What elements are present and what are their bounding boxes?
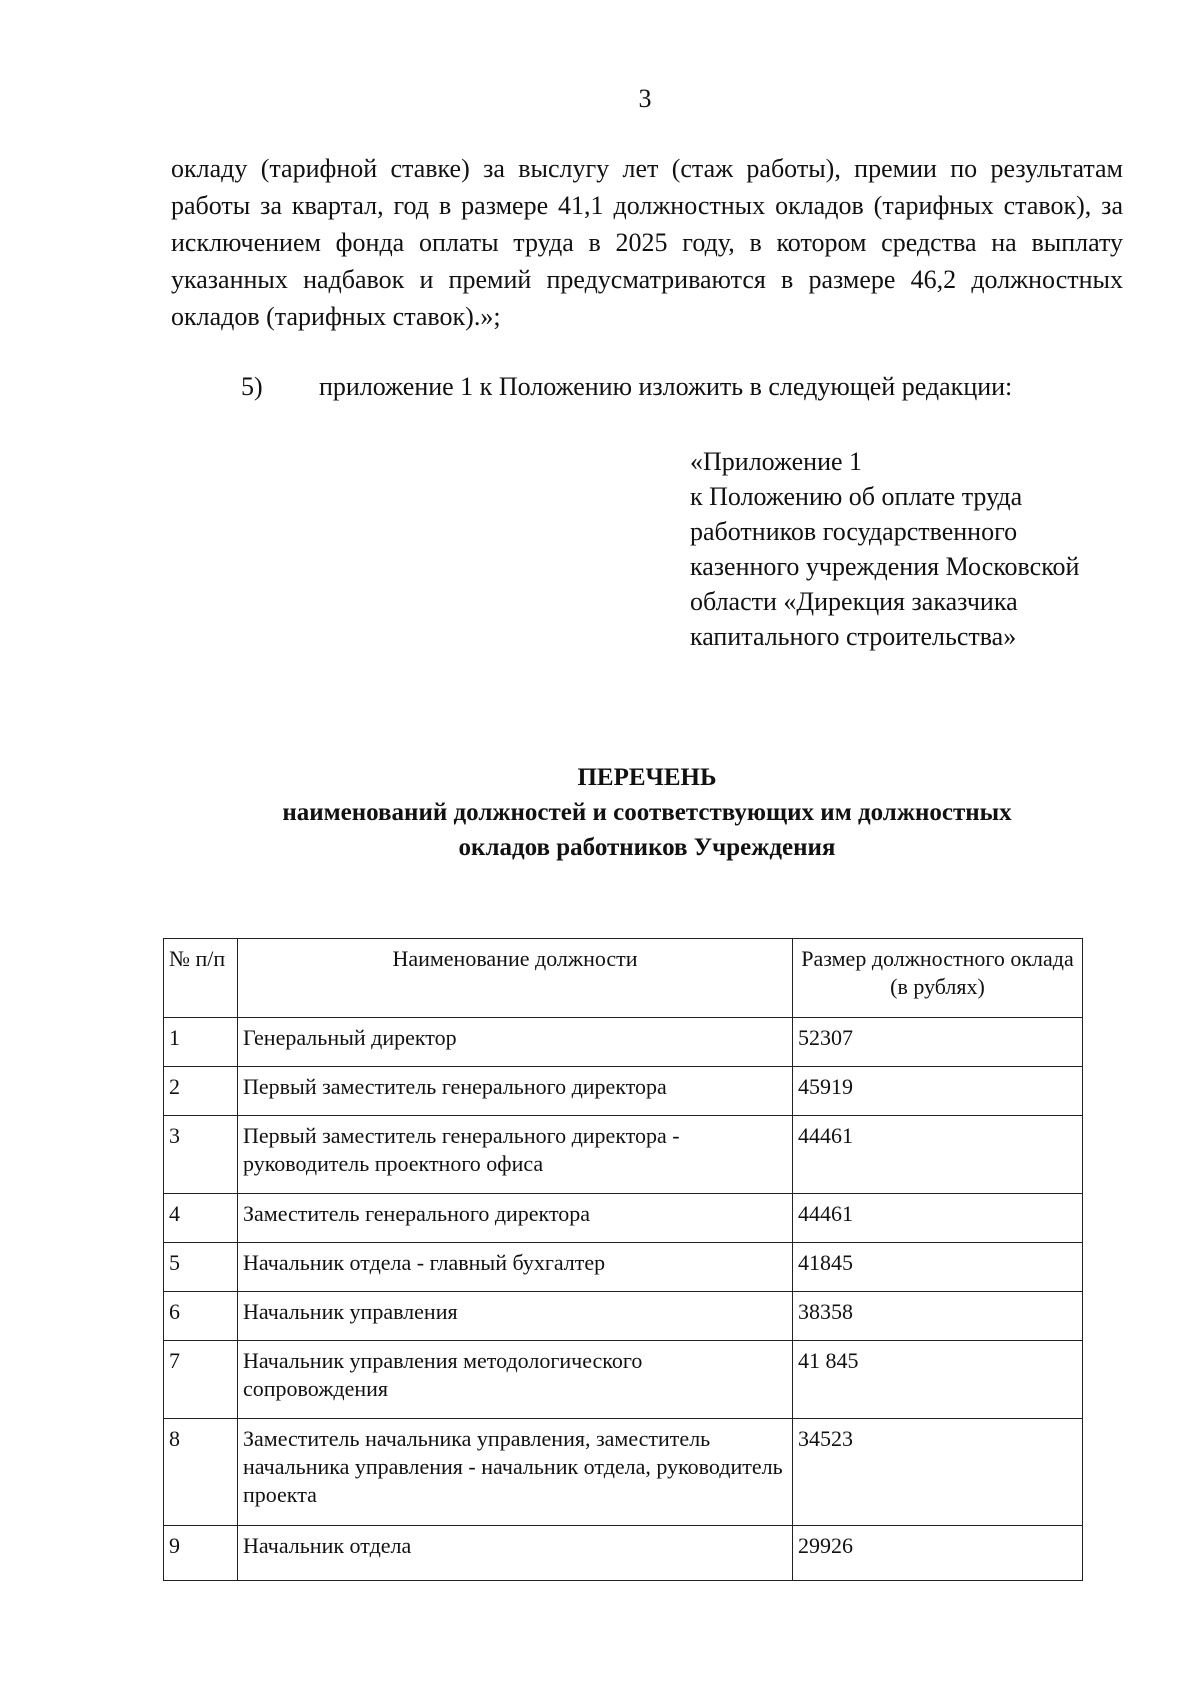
row-number: 2	[164, 1067, 238, 1116]
table-row	[164, 1194, 1083, 1243]
appendix-line: области «Дирекция заказчика	[690, 587, 1018, 616]
header-position: Наименование должности	[238, 939, 793, 1018]
position-name: Первый заместитель генерального директора	[238, 1067, 793, 1116]
row-number: 9	[164, 1526, 238, 1581]
position-name: Начальник управления методологического сопровождения	[238, 1341, 793, 1419]
salary-value: 34523	[793, 1419, 1083, 1526]
position-name: Заместитель генерального директора	[238, 1194, 793, 1243]
row-number: 3	[164, 1116, 238, 1194]
paragraph-text: окладу (тарифной ставке) за выслугу лет (стаж работы), премии по результатам работы за квартал, год в размере 41,1 должностных окладов (тарифных ставок), за исключением фонда оплаты труда в 2025 году, в котором средства на выплату указанных надбавок и премий предусматриваются в размере 46,2 должностных окладов (тарифных ставок).»;	[171, 154, 1123, 331]
appendix-line: казенного учреждения Московской	[690, 552, 1080, 581]
item-number: 5)	[241, 372, 263, 401]
appendix-line: капитального строительства»	[690, 622, 1017, 651]
salary-value: 41845	[793, 1243, 1083, 1292]
table-row	[164, 1067, 1083, 1116]
title-line: окладов работников Учреждения	[458, 834, 836, 861]
position-name: Начальник отдела - главный бухгалтер	[238, 1243, 793, 1292]
salary-value: 44461	[793, 1194, 1083, 1243]
position-name: Первый заместитель генерального директора - руководитель проектного офиса	[238, 1116, 793, 1194]
row-number: 4	[164, 1194, 238, 1243]
table-row	[164, 1526, 1083, 1581]
salary-value: 45919	[793, 1067, 1083, 1116]
row-number: 6	[164, 1292, 238, 1341]
salary-table	[163, 938, 1083, 1581]
title-line: наименований должностей и соответствующих им должностных	[282, 799, 1012, 826]
row-number: 1	[164, 1018, 238, 1067]
table-row	[164, 1116, 1083, 1194]
item-text: приложение 1 к Положению изложить в следующей редакции:	[319, 372, 1013, 401]
table-row	[164, 1018, 1083, 1067]
position-name: Начальник отдела	[238, 1526, 793, 1581]
appendix-line: «Приложение 1	[690, 447, 863, 476]
salary-value: 38358	[793, 1292, 1083, 1341]
row-number: 8	[164, 1419, 238, 1526]
salary-value: 29926	[793, 1526, 1083, 1581]
document-title	[171, 760, 1123, 865]
position-name: Генеральный директор	[238, 1018, 793, 1067]
page-number: 3	[638, 84, 652, 113]
salary-value: 41 845	[793, 1341, 1083, 1419]
salary-value: 52307	[793, 1018, 1083, 1067]
position-name: Заместитель начальника управления, заместитель начальника управления - начальник отдела, руководитель проекта	[238, 1419, 793, 1526]
appendix-line: к Положению об оплате труда	[690, 482, 1023, 511]
header-salary: Размер должностного оклада (в рублях)	[793, 939, 1083, 1018]
table-header-row	[164, 939, 1083, 1018]
table-row	[164, 1419, 1083, 1526]
table-row	[164, 1243, 1083, 1292]
list-item-5	[241, 372, 1013, 402]
title-line: ПЕРЕЧЕНЬ	[577, 764, 717, 791]
body-paragraph	[171, 150, 1123, 335]
position-name: Начальник управления	[238, 1292, 793, 1341]
appendix-reference	[690, 444, 1079, 654]
appendix-line: работников государственного	[690, 517, 1018, 546]
table-row	[164, 1341, 1083, 1419]
row-number: 7	[164, 1341, 238, 1419]
table-row	[164, 1292, 1083, 1341]
salary-value: 44461	[793, 1116, 1083, 1194]
row-number: 5	[164, 1243, 238, 1292]
header-number: № п/п	[164, 939, 238, 1018]
